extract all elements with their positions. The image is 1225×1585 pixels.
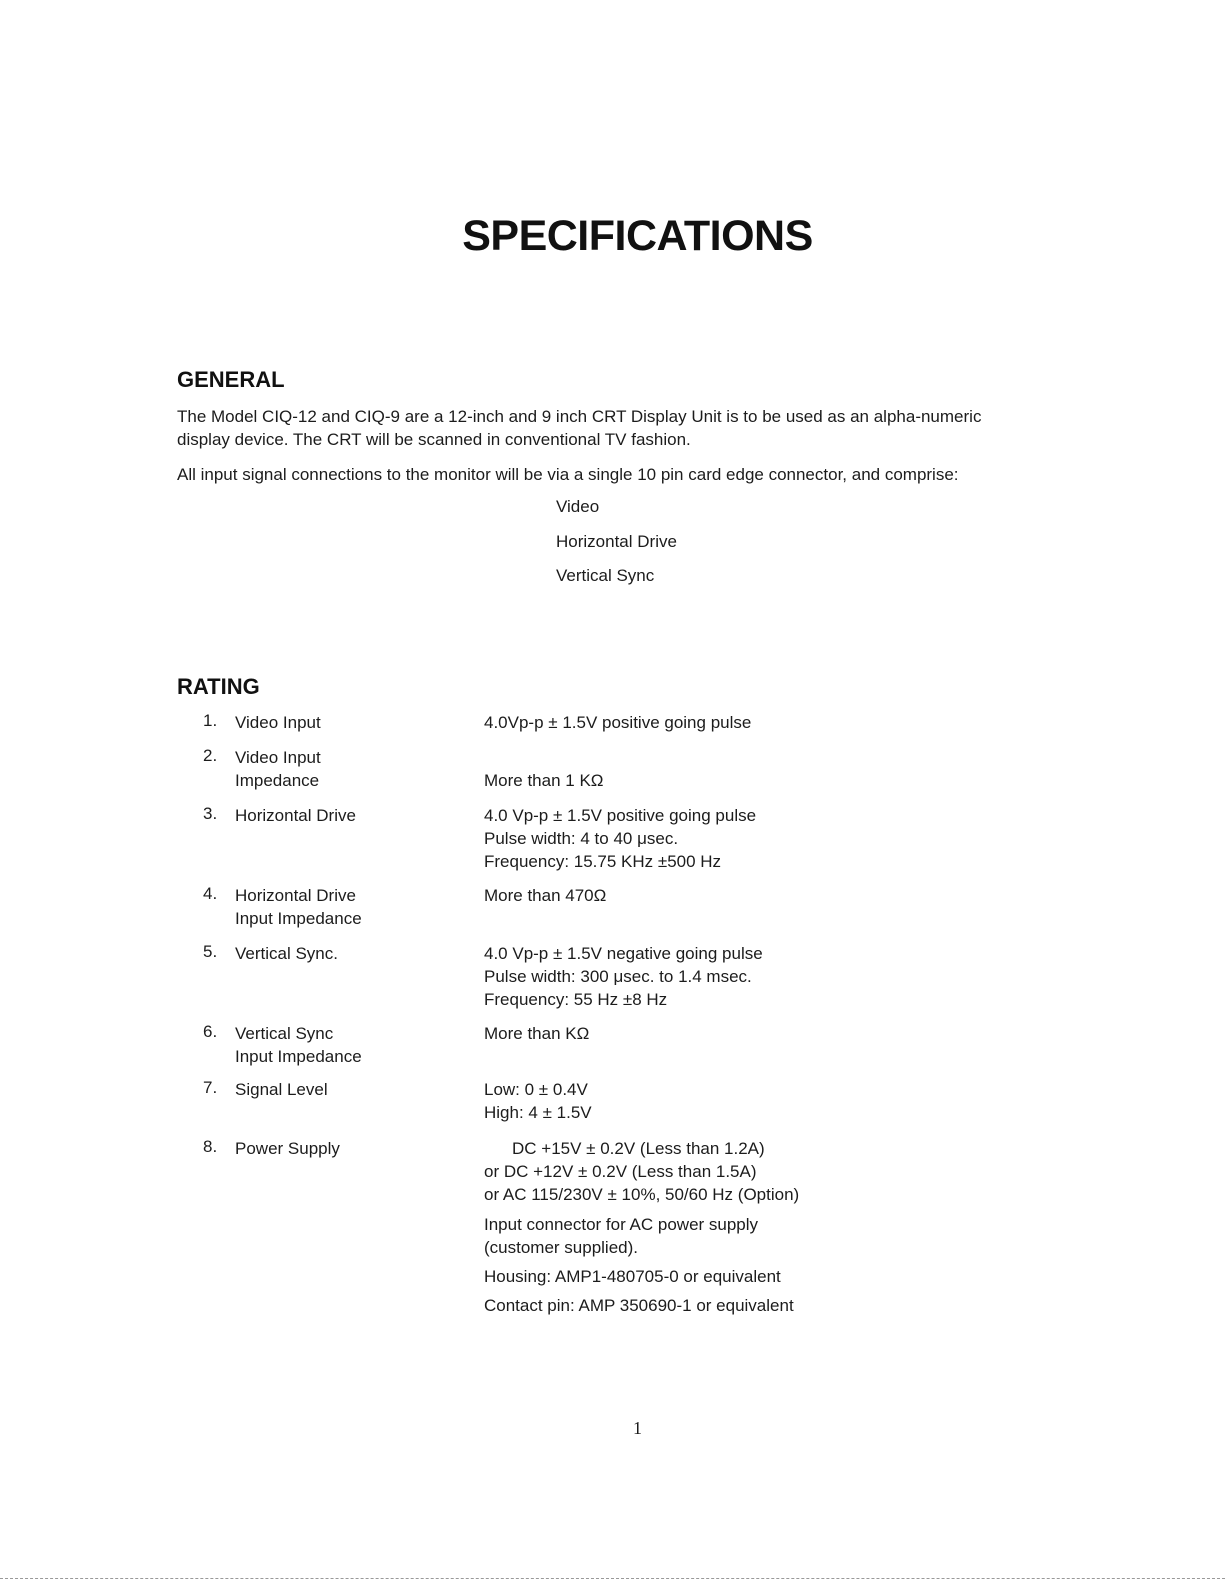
rating-value-line: 4.0 Vp-p ± 1.5V positive going pulse [484,806,757,825]
scan-edge-divider [0,1578,1225,1579]
rating-item-value [484,1137,799,1206]
rating-item-label [235,746,321,792]
rating-item-value [484,769,604,792]
rating-label-line: Horizontal Drive [235,806,356,825]
rating-value-line: More than 470Ω [484,886,607,905]
signal-item-video: Video [556,497,600,516]
rating-value-line: 4.0 Vp-p ± 1.5V negative going pulse [484,944,763,963]
rating-label-line: Power Supply [235,1139,340,1158]
page-title: SPECIFICATIONS [462,212,813,260]
rating-label-line: Impedance [235,771,320,790]
rating-item-value [484,711,751,734]
page-number: 1 [633,1418,642,1438]
rating-label-line: Video Input [235,713,321,732]
rating-value-line: More than KΩ [484,1024,590,1043]
general-paragraph-1 [177,405,981,451]
general-paragraph-1-line-1: The Model CIQ-12 and CIQ-9 are a 12-inch and 9 inch CRT Display Unit is to be used as an alpha-numeric [177,407,982,426]
rating-item-number: 6. [203,1022,218,1041]
rating-label-line: Input Impedance [235,1047,362,1066]
rating-item-label [235,884,362,930]
rating-item-label [235,942,338,965]
rating-label-line: Horizontal Drive [235,886,356,905]
rating-value-line: DC +15V ± 0.2V (Less than 1.2A) [512,1139,765,1158]
rating-label-line: Vertical Sync [235,1024,334,1043]
rating-item-number: 5. [203,942,218,961]
rating-item-label [235,804,356,827]
rating-label-line: Input Impedance [235,909,362,928]
general-paragraph-2: All input signal connections to the monitor will be via a single 10 pin card edge connector, and comprise: [177,465,959,484]
rating-label-line: Signal Level [235,1080,328,1099]
rating-value-line: Low: 0 ± 0.4V [484,1080,588,1099]
rating-item-number: 1. [203,711,218,730]
connector-note-line: Input connector for AC power supply [484,1215,759,1234]
rating-item-label [235,1137,340,1160]
rating-item-number: 3. [203,804,218,823]
connector-note [484,1213,758,1259]
rating-value-line: Pulse width: 300 μsec. to 1.4 msec. [484,967,752,986]
contact-pin-note: Contact pin: AMP 350690-1 or equivalent [484,1296,794,1315]
rating-item-value [484,884,606,907]
rating-label-line: Video Input [235,748,321,767]
rating-item-label [235,1022,362,1068]
rating-value-line: High: 4 ± 1.5V [484,1103,592,1122]
rating-value-line: or DC +12V ± 0.2V (Less than 1.5A) [484,1162,757,1181]
housing-note: Housing: AMP1-480705-0 or equivalent [484,1267,781,1286]
connector-note-line: (customer supplied). [484,1238,639,1257]
rating-item-value [484,1022,589,1045]
rating-value-line: More than 1 KΩ [484,771,604,790]
rating-item-number: 2. [203,746,218,765]
signal-item-horizontal-drive: Horizontal Drive [556,532,677,551]
general-heading: GENERAL [177,367,285,392]
rating-value-line: or AC 115/230V ± 10%, 50/60 Hz (Option) [484,1185,800,1204]
rating-label-line: Vertical Sync. [235,944,338,963]
rating-item-value [484,942,763,1011]
rating-item-label [235,1078,328,1101]
general-paragraph-1-line-2: display device. The CRT will be scanned in conventional TV fashion. [177,430,691,449]
rating-item-number: 7. [203,1078,218,1097]
rating-item-number: 4. [203,884,218,903]
rating-item-label [235,711,321,734]
rating-value-line: Pulse width: 4 to 40 μsec. [484,829,679,848]
rating-item-number: 8. [203,1137,218,1156]
rating-heading: RATING [177,674,260,699]
rating-item-value [484,1078,592,1124]
rating-value-line: Frequency: 15.75 KHz ±500 Hz [484,852,722,871]
rating-item-value [484,804,756,873]
rating-value-line: Frequency: 55 Hz ±8 Hz [484,990,668,1009]
rating-value-line: 4.0Vp-p ± 1.5V positive going pulse [484,713,752,732]
signal-item-vertical-sync: Vertical Sync [556,566,655,585]
